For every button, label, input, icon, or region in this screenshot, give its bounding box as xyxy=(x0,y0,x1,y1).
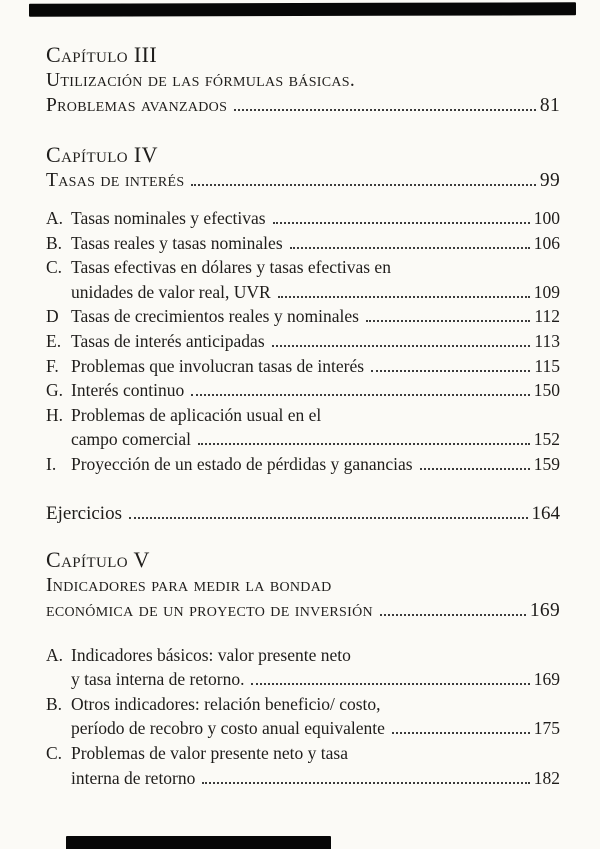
page-number: 81 xyxy=(539,95,560,116)
dot-leader xyxy=(392,732,530,734)
page-number: 169 xyxy=(533,669,560,690)
entry-letter: A. xyxy=(46,208,64,228)
toc-entry xyxy=(46,643,560,692)
page-number: 159 xyxy=(533,453,560,474)
chapter-4-heading: Capítulo IV xyxy=(46,142,158,167)
toc-row xyxy=(46,403,560,428)
chapter-4-title: Tasas de interés xyxy=(46,170,185,191)
page-number: 115 xyxy=(534,355,560,376)
entry-text: campo comercial xyxy=(71,429,192,450)
toc-row xyxy=(46,741,560,766)
entry-text: período de recobro y costo anual equivalente xyxy=(71,718,385,739)
toc-entry xyxy=(46,231,560,256)
entry-letter: E. xyxy=(46,330,62,351)
entry-text: Tasas nominales y efectivas xyxy=(71,208,266,228)
toc-row xyxy=(46,280,560,305)
entry-letter: G. xyxy=(46,380,64,401)
toc-row xyxy=(46,452,560,477)
dot-leader xyxy=(290,247,530,249)
toc-row xyxy=(46,692,560,717)
entry-text: interna de retorno xyxy=(71,767,196,788)
dot-leader xyxy=(366,320,530,322)
entry-text: y tasa interna de retorno. xyxy=(71,669,245,690)
page-number: 109 xyxy=(533,281,560,302)
toc-entry xyxy=(46,378,560,403)
dot-leader xyxy=(234,109,536,111)
toc-entry xyxy=(46,304,560,329)
dot-leader xyxy=(371,370,530,372)
entry-text: Tasas reales y tasas nominales xyxy=(71,232,283,253)
toc-row xyxy=(46,378,560,403)
toc-entry xyxy=(46,452,560,477)
entry-text: Indicadores básicos: valor presente neto xyxy=(71,644,351,665)
page-number: 152 xyxy=(533,429,560,450)
toc-row xyxy=(46,255,560,280)
ejercicios-row xyxy=(46,501,560,527)
entry-letter: C. xyxy=(46,742,63,763)
table-of-contents xyxy=(46,42,560,790)
toc-row xyxy=(46,329,560,354)
page-number: 182 xyxy=(533,767,560,788)
entry-letter: F. xyxy=(46,355,59,376)
toc-row xyxy=(46,206,560,231)
dot-leader xyxy=(191,184,535,186)
dot-leader xyxy=(129,517,528,519)
page-number: 113 xyxy=(534,330,560,351)
toc-row xyxy=(46,716,560,741)
ejercicios-label: Ejercicios xyxy=(46,502,122,524)
dot-leader xyxy=(273,222,530,224)
entry-letter: I. xyxy=(46,453,57,474)
scan-artifact-bottom-bar xyxy=(66,836,331,849)
toc-entry xyxy=(46,255,560,304)
entry-letter: B. xyxy=(46,232,63,253)
chapter-5-entries xyxy=(46,643,560,791)
chapter-5-section xyxy=(46,547,560,791)
scan-artifact-top-bar xyxy=(29,2,576,16)
chapter-5-title-line-2: económica de un proyecto de inversión xyxy=(46,599,373,621)
entry-text: Otros indicadores: relación beneficio/ costo, xyxy=(71,693,381,714)
page-number: 169 xyxy=(529,599,560,621)
dot-leader xyxy=(251,683,529,685)
toc-row xyxy=(46,354,560,379)
toc-entry xyxy=(46,329,560,354)
entry-text: Problemas de valor presente neto y tasa xyxy=(71,742,348,763)
dot-leader xyxy=(202,782,529,784)
entry-text: Proyección de un estado de pérdidas y ganancias xyxy=(71,453,413,474)
dot-leader xyxy=(198,443,530,445)
chapter-3-heading: Capítulo III xyxy=(46,42,158,67)
entry-letter: C. xyxy=(46,257,63,278)
toc-row xyxy=(46,231,560,256)
toc-row xyxy=(46,643,560,668)
page-number: 99 xyxy=(539,170,560,191)
dot-leader xyxy=(191,394,530,396)
entry-letter: D xyxy=(46,306,59,327)
page-number: 112 xyxy=(534,306,560,327)
entry-text: Problemas que involucran tasas de interés xyxy=(71,355,365,376)
chapter-5-title-line-1: Indicadores para medir la bondad xyxy=(46,574,332,596)
dot-leader xyxy=(420,468,530,470)
entry-text: unidades de valor real, UVR xyxy=(71,281,271,302)
entry-letter: H. xyxy=(46,404,64,425)
entry-text: Tasas de interés anticipadas xyxy=(71,330,265,351)
chapter-3-title-line-2: Problemas avanzados xyxy=(46,95,228,116)
chapter-5-heading: Capítulo V xyxy=(46,546,150,572)
toc-entry xyxy=(46,692,560,741)
toc-row xyxy=(46,667,560,692)
page-number: 100 xyxy=(533,208,560,228)
dot-leader xyxy=(272,345,531,347)
chapter-3-section xyxy=(46,42,560,118)
toc-row xyxy=(46,598,560,623)
toc-row xyxy=(46,93,560,118)
entry-text: Problemas de aplicación usual en el xyxy=(71,404,322,425)
entry-letter: B. xyxy=(46,693,63,714)
entry-text: Tasas efectivas en dólares y tasas efectivas en xyxy=(71,257,391,278)
entry-letter: A. xyxy=(46,644,64,665)
entry-text: Interés continuo xyxy=(71,380,185,401)
dot-leader xyxy=(278,296,530,298)
toc-row xyxy=(46,427,560,452)
page-number: 175 xyxy=(533,718,560,739)
toc-entry xyxy=(46,741,560,790)
toc-entry xyxy=(46,206,560,231)
toc-row xyxy=(46,168,560,193)
page-number: 164 xyxy=(531,502,560,524)
toc-entry xyxy=(46,354,560,379)
chapter-4-section xyxy=(46,142,560,477)
chapter-3-title-line-1: Utilización de las fórmulas básicas. xyxy=(46,70,356,91)
toc-row xyxy=(46,766,560,791)
chapter-4-entries xyxy=(46,206,560,477)
toc-entry xyxy=(46,403,560,452)
dot-leader xyxy=(380,614,526,616)
toc-row xyxy=(46,304,560,329)
entry-text: Tasas de crecimientos reales y nominales xyxy=(71,306,359,327)
page-number: 106 xyxy=(533,232,560,253)
page-number: 150 xyxy=(533,380,560,401)
